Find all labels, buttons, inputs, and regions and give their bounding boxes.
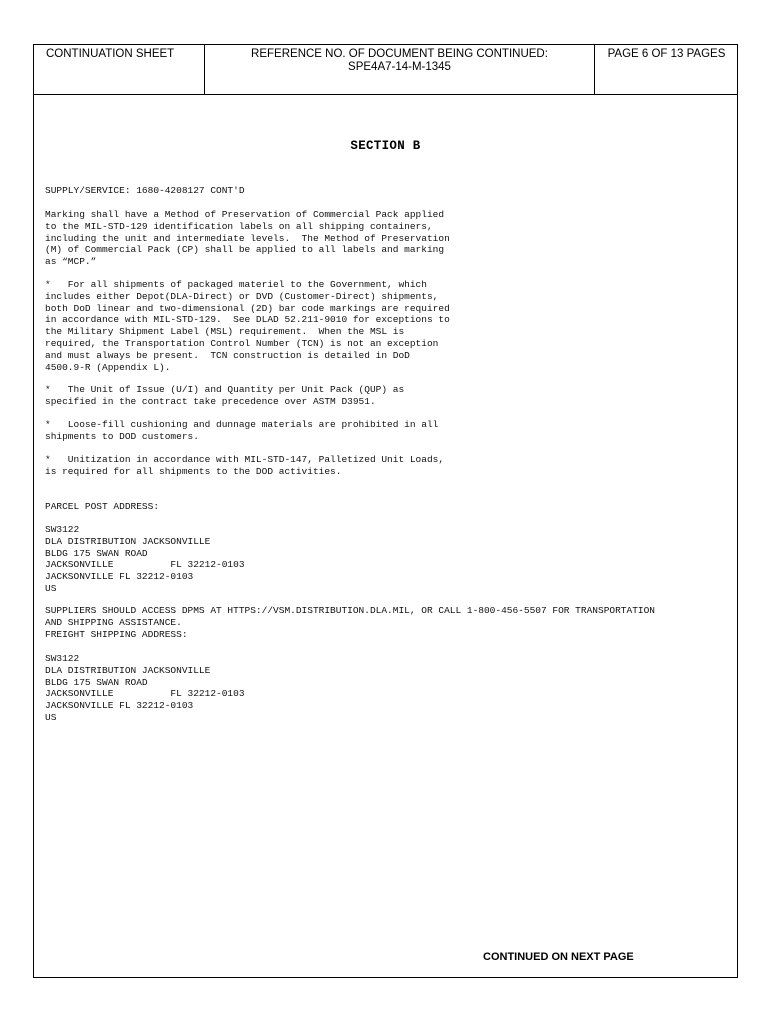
unitization-paragraph: * Unitization in accordance with MIL-STD-147, Palletized Unit Loads, is required for all shipments to the DOD activities. — [45, 454, 445, 477]
freight-address: SW3122 DLA DISTRIBUTION JACKSONVILLE BLDG 175 SWAN ROAD JACKSONVILLE FL 32212-0103 JACKSONVILLE FL 32212-0103 US — [45, 653, 245, 723]
continued-on-next-page: CONTINUED ON NEXT PAGE — [483, 951, 634, 963]
parcel-post-address: SW3122 DLA DISTRIBUTION JACKSONVILLE BLDG 175 SWAN ROAD JACKSONVILLE FL 32212-0103 JACKSONVILLE FL 32212-0103 US — [45, 524, 245, 594]
parcel-post-label: PARCEL POST ADDRESS: — [45, 501, 160, 512]
continuation-sheet-label: CONTINUATION SHEET — [34, 45, 205, 94]
shipments-paragraph: * For all shipments of packaged materiel to the Government, which includes either Depot(DLA-Direct) or DVD (Customer-Direct) shipments, both DoD linear and two-dimensional (2D) bar code markings are required in accordance with MIL-STD-129. See DLAD 52.211-9010 for exceptions to the Military Shipment Label (MSL) requirement. When the MSL is required, the Transportation Control Number (TCN) is not an exception and must always be present. TCN construction is detailed in DoD 4500.9-R (Appendix L). — [45, 279, 450, 373]
header-row — [34, 45, 737, 95]
reference-number: SPE4A7-14-M-1345 — [348, 61, 451, 73]
loose-fill-paragraph: * Loose-fill cushioning and dunnage materials are prohibited in all shipments to DOD customers. — [45, 419, 439, 442]
section-title: SECTION B — [350, 139, 421, 153]
marking-paragraph: Marking shall have a Method of Preservation of Commercial Pack applied to the MIL-STD-129 identification labels on all shipping containers, including the unit and intermediate levels. The Method of Preservation (M) of Commercial Pack (CP) shall be applied to all labels and marking as “MCP.” — [45, 209, 450, 268]
reference-cell — [205, 45, 595, 94]
supply-service-line: SUPPLY/SERVICE: 1680-4208127 CONT'D — [45, 185, 245, 196]
suppliers-note: SUPPLIERS SHOULD ACCESS DPMS AT HTTPS://VSM.DISTRIBUTION.DLA.MIL, OR CALL 1-800-456-5507 FOR TRANSPORTATION AND SHIPPING ASSISTANCE. FREIGHT SHIPPING ADDRESS: — [45, 605, 655, 640]
unit-of-issue-paragraph: * The Unit of Issue (U/I) and Quantity per Unit Pack (QUP) as specified in the contract take precedence over ASTM D3951. — [45, 384, 405, 407]
page-count: PAGE 6 OF 13 PAGES — [607, 48, 726, 60]
reference-label: REFERENCE NO. OF DOCUMENT BEING CONTINUED: — [251, 48, 548, 60]
